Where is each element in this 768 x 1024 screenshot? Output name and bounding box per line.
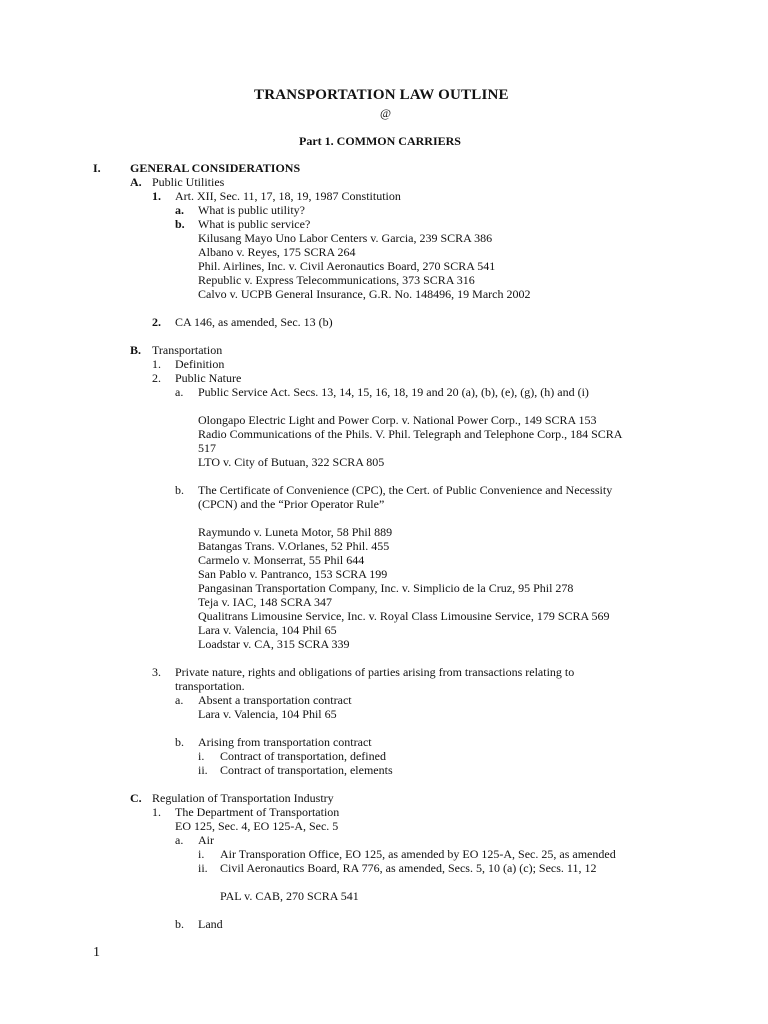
subitem-label-line1: The Certificate of Convenience (CPC), the Cert. of Public Convenience and Necessity bbox=[198, 483, 613, 497]
subsection-letter: A. bbox=[130, 175, 142, 189]
case-citation: Lara v. Valencia, 104 Phil 65 bbox=[198, 623, 337, 637]
case-citation: Qualitrans Limousine Service, Inc. v. Royal Class Limousine Service, 179 SCRA 569 bbox=[198, 609, 610, 623]
item-number: 1. bbox=[152, 189, 161, 203]
subitem-letter: a. bbox=[175, 833, 184, 847]
roman-numeral: i. bbox=[198, 847, 205, 861]
subitem-label: What is public service? bbox=[198, 217, 311, 231]
item-label: Art. XII, Sec. 11, 17, 18, 19, 1987 Constitution bbox=[175, 189, 401, 203]
subitem-letter: a. bbox=[175, 203, 184, 217]
case-citation: Albano v. Reyes, 175 SCRA 264 bbox=[198, 245, 356, 259]
item-label: The Department of Transportation bbox=[175, 805, 340, 819]
roman-item-label: Contract of transportation, elements bbox=[220, 763, 393, 777]
subitem-label: Land bbox=[198, 917, 223, 931]
case-citation: Lara v. Valencia, 104 Phil 65 bbox=[198, 707, 337, 721]
at-symbol: @ bbox=[380, 106, 392, 120]
case-citation: Republic v. Express Telecommunications, 373 SCRA 316 bbox=[198, 273, 475, 287]
case-citation: Carmelo v. Monserrat, 55 Phil 644 bbox=[198, 553, 365, 567]
case-citation: 517 bbox=[198, 441, 216, 455]
item-number: 2. bbox=[152, 371, 161, 385]
item-label: Public Nature bbox=[175, 371, 242, 385]
roman-item-label: Air Transporation Office, EO 125, as amended by EO 125-A, Sec. 25, as amended bbox=[220, 847, 616, 861]
subsection-letter: B. bbox=[130, 343, 142, 357]
case-citation: San Pablo v. Pantranco, 153 SCRA 199 bbox=[198, 567, 388, 581]
item-label bbox=[175, 665, 674, 693]
subitem-label bbox=[198, 483, 674, 511]
case-citation: Phil. Airlines, Inc. v. Civil Aeronautics Board, 270 SCRA 541 bbox=[198, 259, 496, 273]
item-number: 2. bbox=[152, 315, 161, 329]
case-citation: Pangasinan Transportation Company, Inc. v. Simplicio de la Cruz, 95 Phil 278 bbox=[198, 581, 574, 595]
subitem-label: Arising from transportation contract bbox=[198, 735, 372, 749]
subitem-label: What is public utility? bbox=[198, 203, 305, 217]
subitem-label: Air bbox=[198, 833, 214, 847]
subitem-label: Absent a transportation contract bbox=[198, 693, 352, 707]
case-citation: Calvo v. UCPB General Insurance, G.R. No. 148496, 19 March 2002 bbox=[198, 287, 531, 301]
section-heading: GENERAL CONSIDERATIONS bbox=[130, 161, 301, 175]
roman-item-label: Civil Aeronautics Board, RA 776, as amended, Secs. 5, 10 (a) (c); Secs. 11, 12 bbox=[220, 861, 597, 875]
part-heading: Part 1. COMMON CARRIERS bbox=[299, 134, 461, 148]
item-label: Definition bbox=[175, 357, 225, 371]
case-citation: Batangas Trans. V.Orlanes, 52 Phil. 455 bbox=[198, 539, 390, 553]
case-citation: PAL v. CAB, 270 SCRA 541 bbox=[220, 889, 359, 903]
case-citation: Kilusang Mayo Uno Labor Centers v. Garcia, 239 SCRA 386 bbox=[198, 231, 493, 245]
case-citation: Teja v. IAC, 148 SCRA 347 bbox=[198, 595, 333, 609]
statute-reference: EO 125, Sec. 4, EO 125-A, Sec. 5 bbox=[175, 819, 339, 833]
roman-numeral: ii. bbox=[198, 763, 208, 777]
item-label: CA 146, as amended, Sec. 13 (b) bbox=[175, 315, 333, 329]
roman-numeral: ii. bbox=[198, 861, 208, 875]
subitem-letter: a. bbox=[175, 693, 184, 707]
item-label-line1: Private nature, rights and obligations of parties arising from transactions relating to bbox=[175, 665, 575, 679]
subsection-heading: Transportation bbox=[152, 343, 223, 357]
subitem-label: Public Service Act. Secs. 13, 14, 15, 16, 18, 19 and 20 (a), (b), (e), (g), (h) and (i) bbox=[198, 385, 589, 399]
subsection-heading: Public Utilities bbox=[152, 175, 225, 189]
subitem-letter: b. bbox=[175, 917, 184, 931]
subitem-letter: b. bbox=[175, 483, 184, 497]
case-citation: Raymundo v. Luneta Motor, 58 Phil 889 bbox=[198, 525, 393, 539]
document-title: TRANSPORTATION LAW OUTLINE bbox=[254, 87, 509, 103]
item-number: 3. bbox=[152, 665, 161, 679]
subitem-letter: b. bbox=[175, 735, 184, 749]
item-number: 1. bbox=[152, 357, 161, 371]
item-label-line2: transportation. bbox=[175, 679, 245, 693]
subsection-letter: C. bbox=[130, 791, 142, 805]
subitem-label-line2: (CPCN) and the “Prior Operator Rule” bbox=[198, 497, 385, 511]
subsection-heading: Regulation of Transportation Industry bbox=[152, 791, 334, 805]
case-citation: Olongapo Electric Light and Power Corp. v. National Power Corp., 149 SCRA 153 bbox=[198, 413, 597, 427]
section-number: I. bbox=[93, 161, 101, 175]
subitem-letter: a. bbox=[175, 385, 184, 399]
case-citation: Loadstar v. CA, 315 SCRA 339 bbox=[198, 637, 350, 651]
case-citation: Radio Communications of the Phils. V. Phil. Telegraph and Telephone Corp., 184 SCRA bbox=[198, 427, 623, 441]
roman-numeral: i. bbox=[198, 749, 205, 763]
item-number: 1. bbox=[152, 805, 161, 819]
case-citation: LTO v. City of Butuan, 322 SCRA 805 bbox=[198, 455, 385, 469]
roman-item-label: Contract of transportation, defined bbox=[220, 749, 386, 763]
page-number: 1 bbox=[93, 945, 100, 960]
subitem-letter: b. bbox=[175, 217, 185, 231]
